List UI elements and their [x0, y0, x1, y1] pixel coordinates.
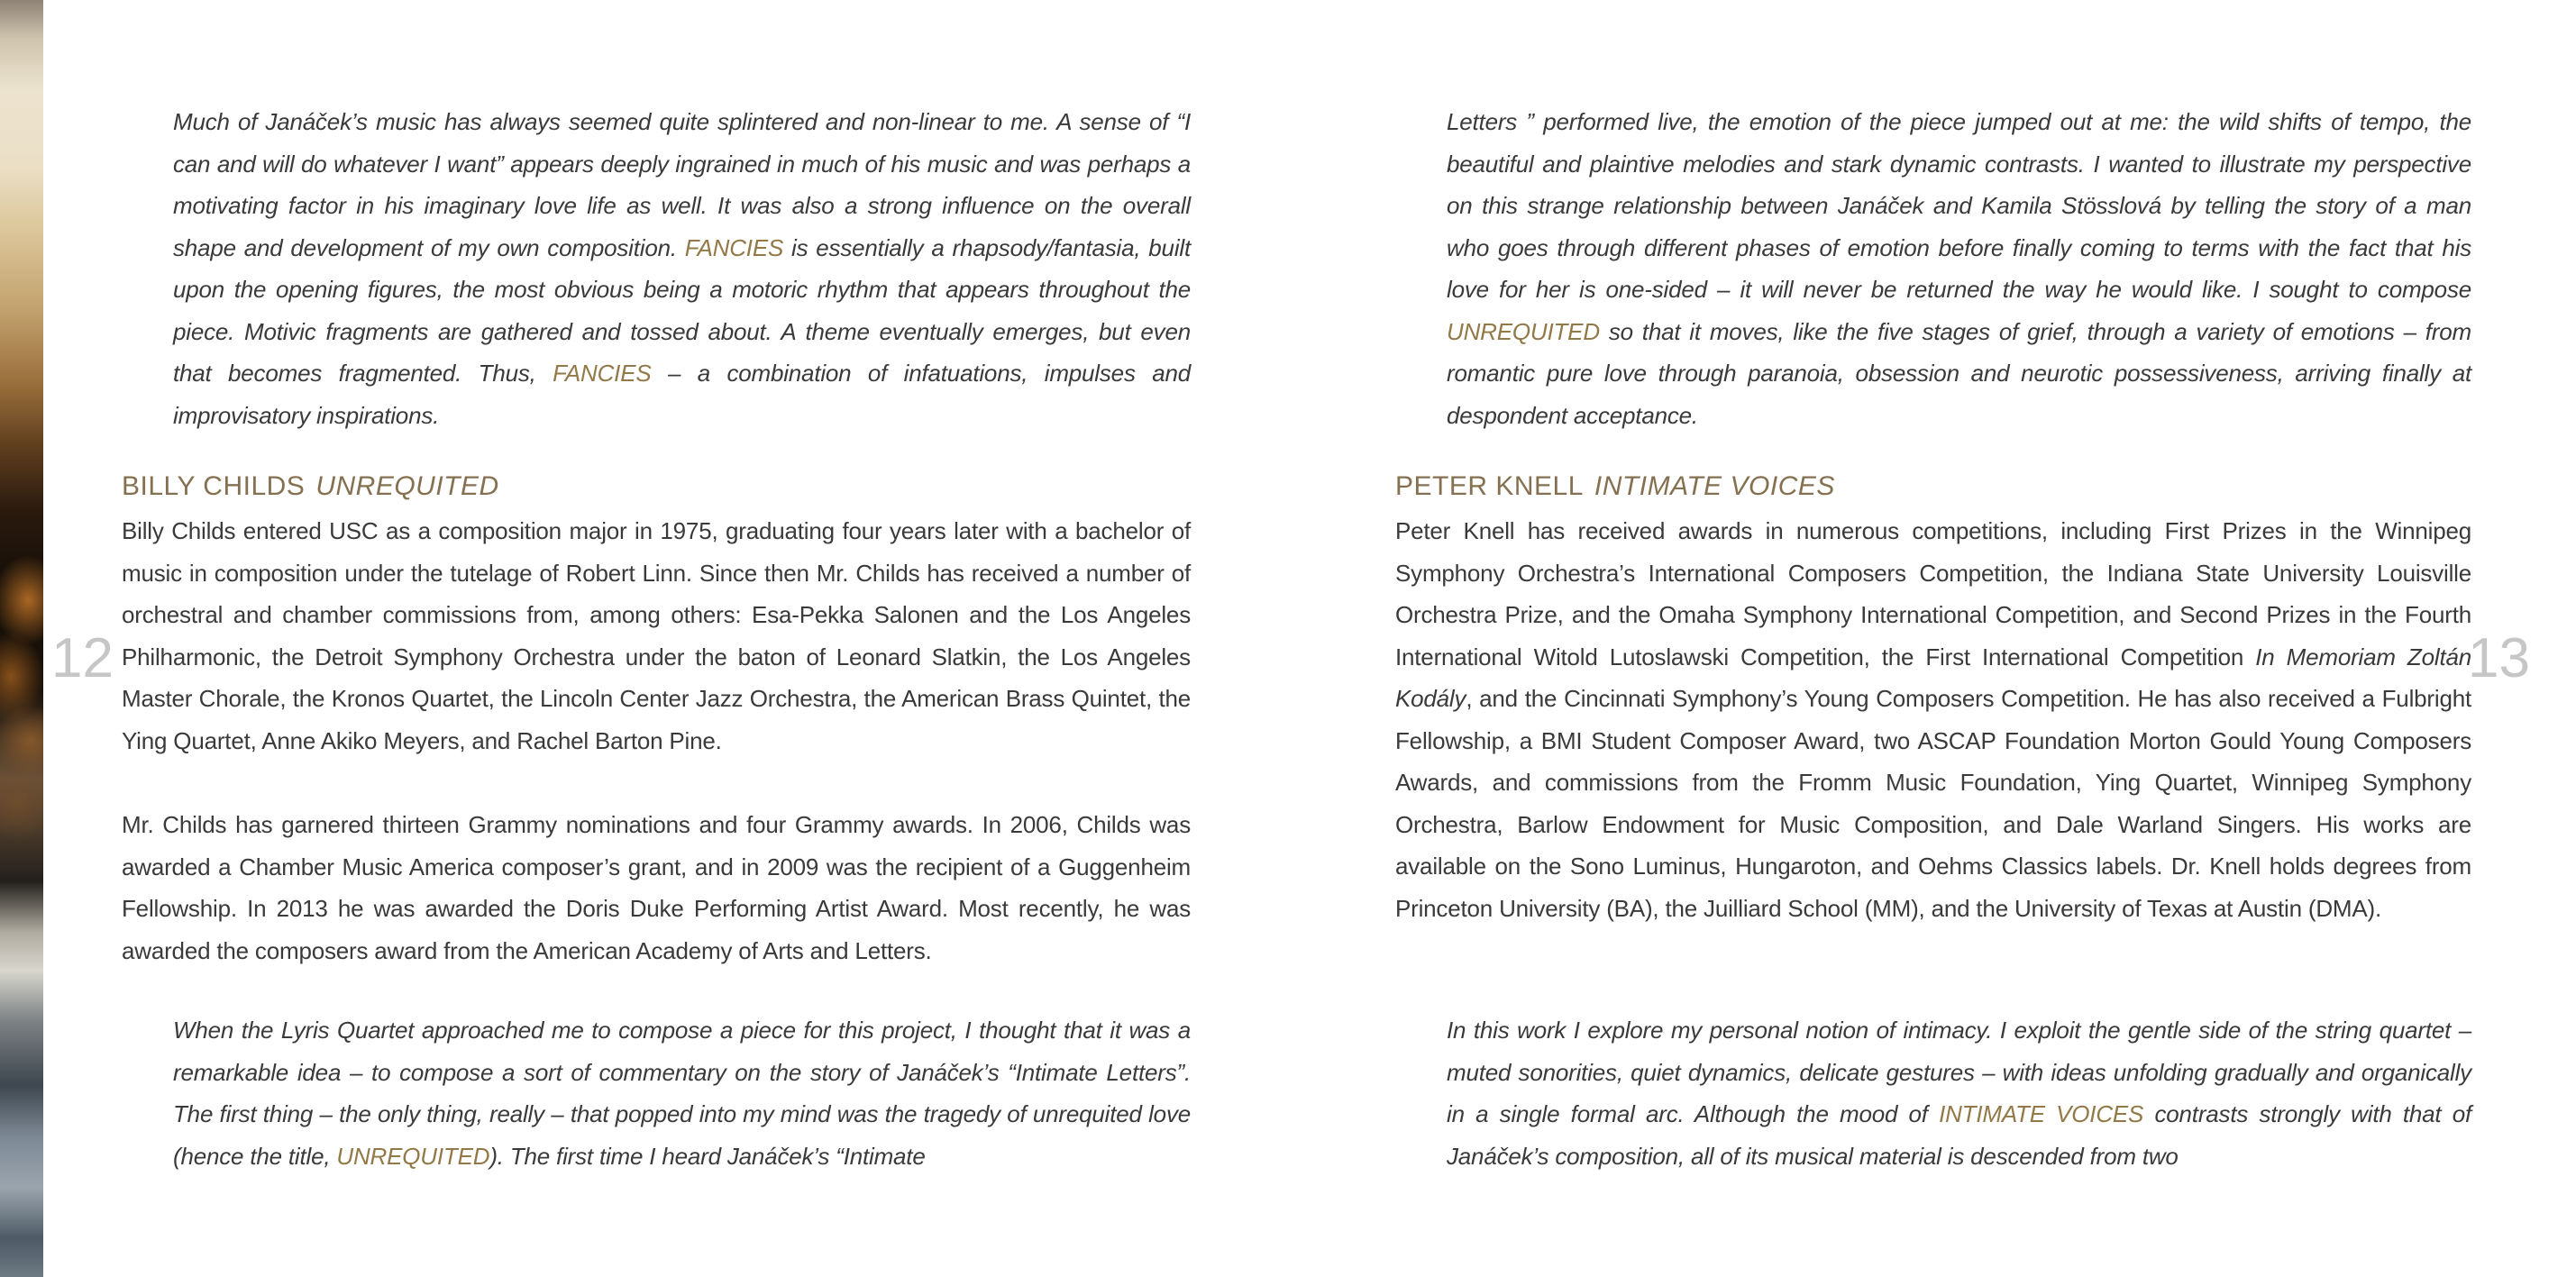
left-edge-photo	[0, 0, 43, 1277]
composer-name: BILLY CHILDS	[122, 471, 306, 501]
bio-paragraph: Mr. Childs has garnered thirteen Grammy nominations and four Grammy awards. In 2006, Childs was awarded a Chamber Music America composer’s grant, and in 2009 was the recipient of a Guggenheim Fellowship. In 2013 he was awarded the Doris Duke Performing Artist Award. Most recently, he was awarded the composers award from the American Academy of Arts and Letters.	[122, 811, 1191, 964]
heading-peter-knell	[1395, 471, 1835, 502]
composer-name: PETER KNELL	[1395, 471, 1584, 501]
work-title: UNREQUITED	[315, 471, 499, 501]
composer-note-fancies: Much of Janáček’s music has always seemed quite splintered and non-linear to me. A sense of “I can and will do whatever I want” appears deeply ingrained in much of his music and was perhaps a motivating factor in his imaginary love life as well. It was also a strong influence on the overall shape and development of my own composition. FANCIES is essentially a rhapsody/fantasia, built upon the opening figures, the most obvious being a motoric rhythm that appears throughout the piece. Motivic fragments are gathered and tossed about. A theme eventually emerges, but even that becomes fragmented. Thus, FANCIES – a combination of infatuations, impulses and improvisatory inspirations.	[173, 108, 1191, 429]
bio-paragraph: Billy Childs entered USC as a composition major in 1975, graduating four years later with a bachelor of music in composition under the tutelage of Robert Linn. Since then Mr. Childs has received a number of orchestral and chamber commissions from, among others: Esa-Pekka Salonen and the Los Angeles Philharmonic, the Detroit Symphony Orchestra under the baton of Leonard Slatkin, the Los Angeles Master Chorale, the Kronos Quartet, the Lincoln Center Jazz Orchestra, the American Brass Quintet, the Ying Quartet, Anne Akiko Meyers, and Rachel Barton Pine.	[122, 517, 1191, 754]
composer-note-unrequited: When the Lyris Quartet approached me to compose a piece for this project, I thought that it was a remarkable idea – to compose a sort of commentary on the story of Janáček’s “Intimate Letters”. The first thing – the only thing, really – that popped into my mind was the tragedy of unrequited love (hence the title, UNREQUITED). The first time I heard Janáček’s “Intimate	[173, 1017, 1191, 1170]
page-number-right: 13	[2468, 627, 2530, 689]
heading-billy-childs	[122, 471, 499, 502]
bio-paragraph: Peter Knell has received awards in numerous competitions, including First Prizes in the Winnipeg Symphony Orchestra’s International Composers Competition, the Indiana State University Louisville Orchestra Prize, and the Omaha Symphony International Competition, and Second Prizes in the Fourth International Witold Lutoslawski Competition, the First International Competition In Memoriam Zoltán Kodály, and the Cincinnati Symphony’s Young Composers Competition. He has also received a Fulbright Fellowship, a BMI Student Composer Award, two ASCAP Foundation Morton Gould Young Composers Awards, and commissions from the Fromm Music Foundation, Ying Quartet, Winnipeg Symphony Orchestra, Barlow Endowment for Music Composition, and Dale Warland Singers. His works are available on the Sono Luminus, Hungaroton, and Oehms Classics labels. Dr. Knell holds degrees from Princeton University (BA), the Juilliard School (MM), and the University of Texas at Austin (DMA).	[1395, 517, 2471, 922]
page-right	[1395, 0, 2471, 1277]
composer-note-unrequited-continued: Letters ” performed live, the emotion of the piece jumped out at me: the wild shifts of tempo, the beautiful and plaintive melodies and stark dynamic contrasts. I wanted to illustrate my perspective on this strange relationship between Janáček and Kamila Stösslová by telling the story of a man who goes through different phases of emotion before finally coming to terms with the fact that his love for her is one-sided – it will never be returned the way he would like. I sought to compose UNREQUITED so that it moves, like the five stages of grief, through a variety of emotions – from romantic pure love through paranoia, obsession and neurotic possessiveness, arriving finally at despondent acceptance.	[1447, 108, 2471, 429]
work-title: INTIMATE VOICES	[1594, 471, 1835, 501]
composer-note-intimate-voices: In this work I explore my personal notion of intimacy. I exploit the gentle side of the string quartet – muted sonorities, quiet dynamics, delicate gestures – with ideas unfolding gradually and organically in a single formal arc. Although the mood of INTIMATE VOICES contrasts strongly with that of Janáček’s composition, all of its musical material is descended from two	[1447, 1017, 2472, 1170]
page-left	[122, 0, 1191, 1277]
page-number-left: 12	[51, 627, 114, 689]
